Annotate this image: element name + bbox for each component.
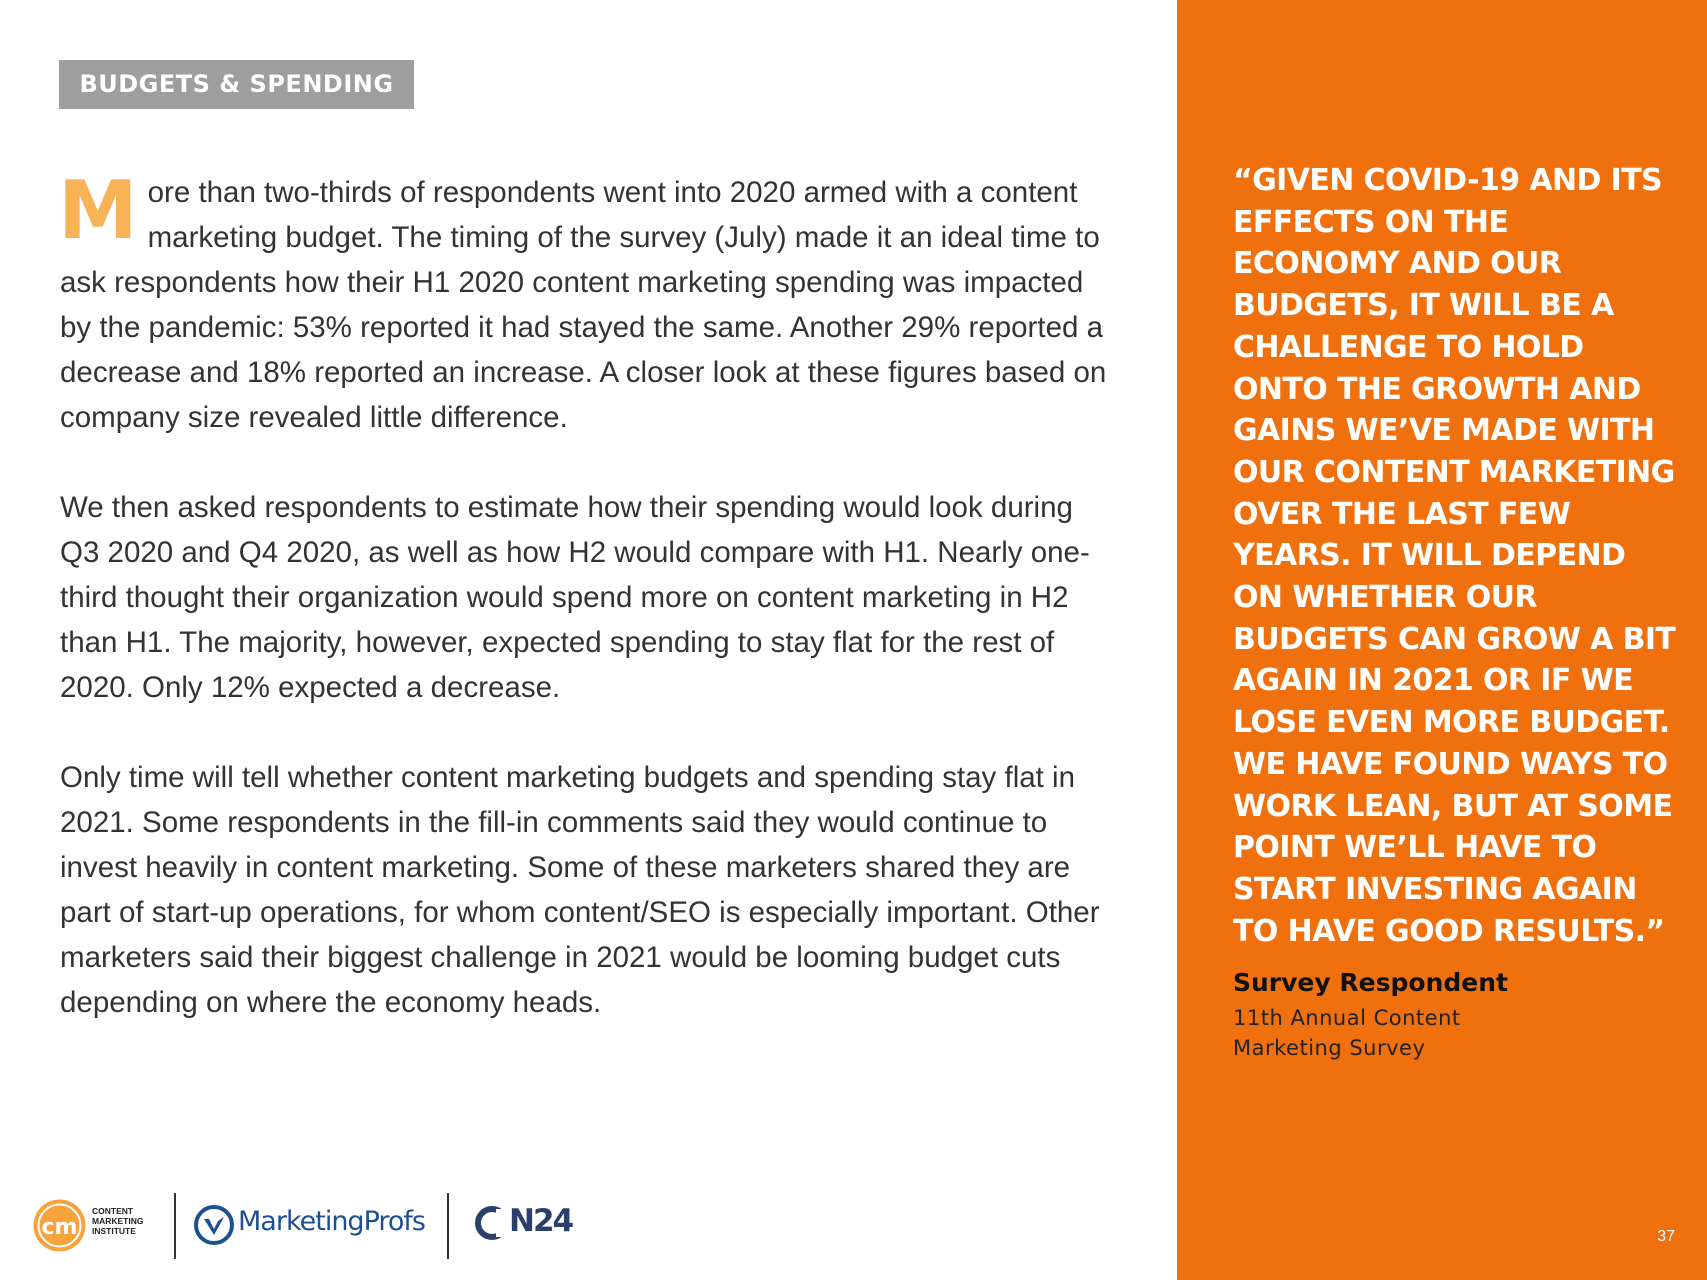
section-tag: BUDGETS & SPENDING <box>59 60 414 109</box>
paragraph-2: We then asked respondents to estimate how their spending would look during Q3 2020 and Q4 2020, as well as how H2 would compare with H1. Nearly one-third thought their organization would spend more on content marketing in H2 than H1. The majority, however, expected spending to stay flat for the rest of 2020. Only 12% expected a decrease. <box>60 491 1090 704</box>
quote-panel <box>1177 0 1707 1280</box>
drop-cap: M <box>58 164 138 257</box>
marketingprofs-logo-icon <box>194 1205 234 1245</box>
on24-logo-text: N24 <box>509 1203 573 1239</box>
quote-attribution-name: Survey Respondent <box>1233 968 1508 997</box>
pull-quote: “GIVEN COVID-19 AND ITS EFFECTS ON THE ECONOMY AND OUR BUDGETS, IT WILL BE A CHALLENGE TO HOLD ONTO THE GROWTH AND GAINS WE’VE MADE WITH OUR CONTENT MARKETING OVER THE LAST FEW YEARS. IT WILL DEPEND ON WHETHER OUR BUDGETS CAN GROW A BIT AGAIN IN 2021 OR IF WE LOSE EVEN MORE BUDGET. WE HAVE FOUND WAYS TO WORK LEAN, BUT AT SOME POINT WE’LL HAVE TO START INVESTING AGAIN TO HAVE GOOD RESULTS.” <box>1233 163 1676 949</box>
paragraph-1 <box>58 164 1110 440</box>
body-text <box>58 164 1110 1070</box>
logo-divider <box>447 1193 449 1259</box>
sponsor-logos <box>32 1190 592 1260</box>
quote-attribution-detail: 11th Annual Content Marketing Survey <box>1233 1006 1461 1060</box>
cmi-mark: cm <box>41 1215 78 1240</box>
paragraph-3: Only time will tell whether content marketing budgets and spending stay flat in 2021. Some respondents in the fill-in comments said they would continue to invest heavily in content marketing. Some of these marketers shared they are part of start-up operations, for whom content/SEO is especially important. Other marketers said their biggest challenge in 2021 would be looming budget cuts depending on where the economy heads. <box>60 761 1100 1019</box>
cmi-logo-icon <box>32 1198 87 1253</box>
marketingprofs-logo-text: MarketingProfs <box>238 1206 425 1237</box>
on24-logo-icon <box>474 1203 510 1243</box>
logo-divider <box>174 1193 176 1259</box>
page-number: 37 <box>1657 1228 1675 1245</box>
paragraph-1-text: ore than two-thirds of respondents went into 2020 armed with a content marketing budget. The timing of the survey (July) made it an ideal time to ask respondents how their H1 2020 content marketing spending was impacted by the pandemic: 53% reported it had stayed the same. Another 29% reported a decrease and 18% reported an increase. A closer look at these figures based on company size revealed little difference. <box>60 176 1107 434</box>
cmi-logo-text: CONTENT MARKETING INSTITUTE <box>92 1206 144 1236</box>
